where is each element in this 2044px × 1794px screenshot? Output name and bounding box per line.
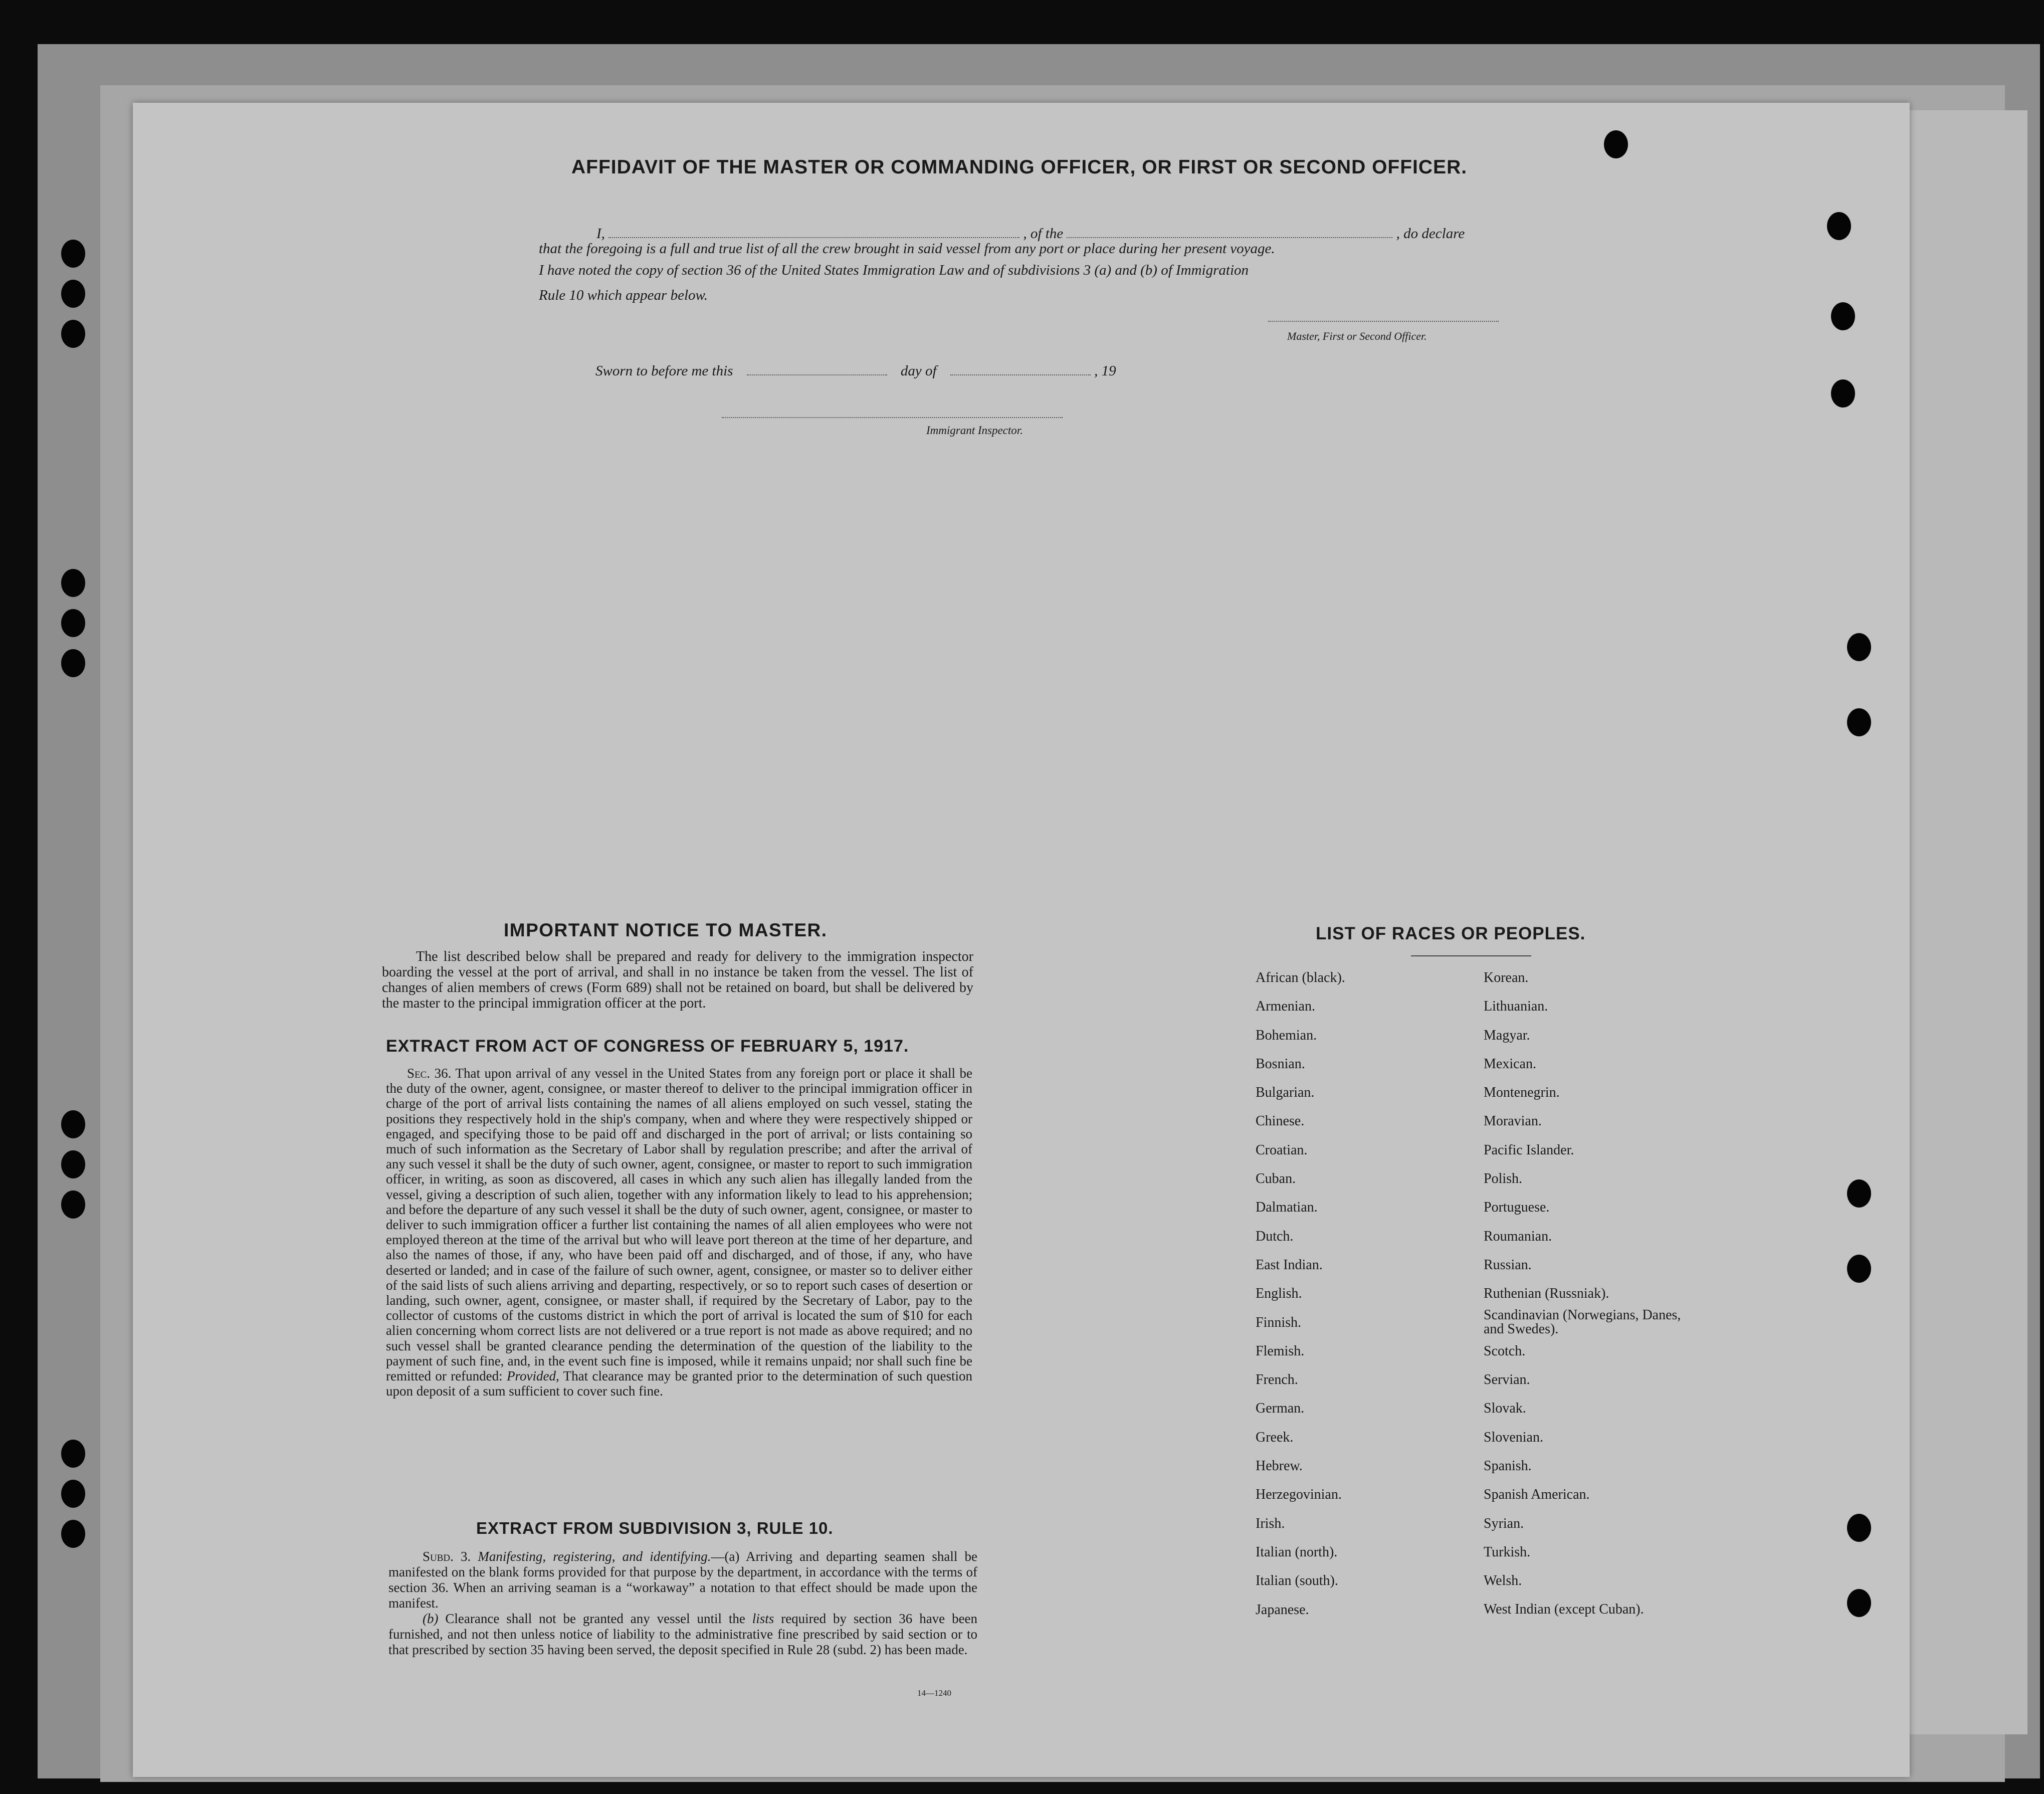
declaration-line-4: Rule 10 which appear below.	[539, 287, 708, 303]
punch-hole	[1847, 1589, 1871, 1617]
punch-hole	[1847, 1179, 1871, 1208]
race-item: Roumanian.	[1484, 1228, 1552, 1244]
punch-hole	[1831, 379, 1855, 408]
vessel-name-blank	[1067, 237, 1392, 238]
declaration-line-3: I have noted the copy of section 36 of the United States Immigration Law and of subdivisions 3 (a) and (b) of Immigration	[539, 262, 1249, 278]
race-item: Spanish American.	[1484, 1487, 1590, 1503]
declarant-prefix: I,	[596, 226, 605, 242]
races-left-column	[1256, 963, 1345, 1624]
of-the-label: , of the	[1023, 226, 1064, 242]
race-item: West Indian (except Cuban).	[1484, 1602, 1644, 1618]
punch-hole	[61, 1520, 85, 1548]
race-item: Lithuanian.	[1484, 999, 1548, 1015]
race-item: Slovenian.	[1484, 1429, 1543, 1445]
inspector-signature-line	[722, 417, 1063, 418]
race-item: Spanish.	[1484, 1458, 1532, 1474]
punch-hole	[61, 649, 85, 677]
race-item: Portuguese.	[1484, 1200, 1550, 1216]
master-signature-line	[1268, 321, 1499, 322]
section-label: Sec. 36.	[407, 1066, 452, 1081]
punch-hole	[61, 1440, 85, 1468]
race-item: Finnish.	[1256, 1314, 1302, 1330]
race-item: Croatian.	[1256, 1142, 1308, 1158]
punch-hole	[61, 1150, 85, 1178]
paragraph-b-start: Clearance shall not be granted any vessel until the	[445, 1611, 745, 1626]
race-item: Herzegovinian.	[1256, 1487, 1342, 1503]
punch-hole	[1831, 302, 1855, 330]
punch-hole	[61, 569, 85, 597]
year-prefix: , 19	[1094, 363, 1116, 379]
back-page-edge	[1890, 110, 2027, 1734]
race-item: Ruthenian (Russniak).	[1484, 1286, 1609, 1302]
paragraph-a-body: —(a) Arriving and departing seamen shall be manifested on the blank forms provided for that purpose by the department, in accordance with the terms of section 36. When an arriving seaman is a “workaway” a notation to that effect should be made upon the manifest.	[388, 1549, 977, 1611]
race-item: Magyar.	[1484, 1027, 1530, 1043]
races-right-column	[1484, 963, 1699, 1624]
race-item: Italian (north).	[1256, 1544, 1338, 1560]
race-item: English.	[1256, 1286, 1302, 1302]
punch-hole	[1604, 130, 1628, 158]
subdivision-3-text	[388, 1549, 977, 1658]
races-title: LIST OF RACES OR PEOPLES.	[1316, 924, 1586, 943]
extract-act-title: EXTRACT FROM ACT OF CONGRESS OF FEBRUARY 5, 1917.	[386, 1037, 909, 1056]
paragraph-b	[388, 1611, 977, 1658]
race-item: Japanese.	[1256, 1602, 1309, 1618]
race-item: Hebrew.	[1256, 1458, 1303, 1474]
month-blank	[950, 374, 1091, 375]
race-item: Irish.	[1256, 1515, 1285, 1531]
race-item: Bosnian.	[1256, 1056, 1305, 1072]
paragraph-b-end: required by section 36 have been furnished, and not then unless notice of liability to the administrative fine prescribed by said section or to that prescribed by section 35 having been served, the deposit specified in Rule 28 (subd. 2) has been made.	[388, 1611, 978, 1657]
race-item: Pacific Islander.	[1484, 1142, 1574, 1158]
section-36-text	[386, 1066, 972, 1399]
race-item: Flemish.	[1256, 1343, 1305, 1359]
race-item: Armenian.	[1256, 999, 1315, 1015]
punch-hole	[61, 280, 85, 308]
race-item: Slovak.	[1484, 1401, 1526, 1417]
races-title-rule	[1411, 955, 1531, 956]
declarant-name-blank	[608, 237, 1019, 238]
sworn-prefix: Sworn to before me this	[595, 363, 733, 379]
punch-hole	[61, 1110, 85, 1138]
race-item: African (black).	[1256, 970, 1345, 985]
inspector-caption: Immigrant Inspector.	[926, 424, 1023, 437]
race-item: French.	[1256, 1372, 1298, 1388]
declaration-line-1	[596, 226, 1465, 242]
race-item: Dutch.	[1256, 1228, 1294, 1244]
race-item: German.	[1256, 1401, 1305, 1417]
race-item: Scandinavian (Norwegians, Danes, and Swedes).	[1484, 1307, 1681, 1337]
race-item: East Indian.	[1256, 1257, 1323, 1273]
punch-hole	[1847, 633, 1871, 661]
subdivision-label: Subd. 3.	[423, 1549, 471, 1564]
race-item: Syrian.	[1484, 1515, 1524, 1531]
punch-hole	[1847, 708, 1871, 736]
race-item: Scotch.	[1484, 1343, 1526, 1359]
race-item: Moravian.	[1484, 1113, 1542, 1129]
race-item: Mexican.	[1484, 1056, 1536, 1072]
paragraph-b-lists: lists	[752, 1611, 774, 1626]
do-declare-label: , do declare	[1396, 226, 1465, 242]
race-item: Italian (south).	[1256, 1573, 1338, 1589]
race-item: Greek.	[1256, 1429, 1294, 1445]
race-item: Bohemian.	[1256, 1027, 1317, 1043]
race-item: Polish.	[1484, 1171, 1523, 1187]
punch-hole	[61, 320, 85, 348]
race-item: Bulgarian.	[1256, 1085, 1315, 1101]
paragraph-a	[388, 1549, 977, 1611]
punch-hole	[61, 609, 85, 637]
punch-hole	[1847, 1255, 1871, 1283]
race-item: Cuban.	[1256, 1171, 1296, 1187]
notice-body: The list described below shall be prepared and ready for delivery to the immigration inspector boarding the vessel at the port of arrival, and shall in no instance be taken from the vessel. The list of changes of alien members of crews (Form 689) shall not be retained on board, but shall be delivered by the master to the principal immigration officer at the port.	[382, 949, 973, 1011]
section-body: That upon arrival of any vessel in the United States from any foreign port or place it shall be the duty of the owner, agent, consignee, or master thereof to deliver to the principal immigration officer in charge of the port of arrival lists containing the names of all aliens employed on such vessel, stating the positions they respectively hold in the ship's company, when and where they were respectively shipped or engaged, and specifying those to be paid off and discharged in the port of arrival; or lists containing so much of such information as the Secretary of Labor shall by regulation prescribe; and after the arrival of any such vessel it shall be the duty of such owner, agent, consignee, or master to report to such immigration officer, in writing, as soon as discovered, all cases in which any such alien has illegally landed from the vessel, giving a description of such alien, together with any information likely to lead to his apprehension; and before the departure of any such vessel it shall be the duty of such owner, agent, consignee, or master to deliver to such immigration officer a further list containing the names of all alien employees who were not employed thereon at the time of the arrival but who will leave port thereon at the time of her departure, and also the names of those, if any, who have been paid off and discharged, and of those, if any, who have deserted or landed; and in case of the failure of such owner, agent, consignee, or master so to deliver either of the said lists of such aliens arriving and departing, respectively, or so to report such cases of desertion or landing, such owner, agent, consignee, or master shall, if required by the Secretary of Labor, pay to the collector of customs of the customs district in which the port of arrival is located the sum of $10 for each alien concerning whom correct lists are not delivered or a true report is not made as above required; and no such vessel shall be granted clearance pending the determination of the question of the liability to the payment of such fine, and, in the event such fine is imposed, while it remains unpaid; nor shall such fine be remitted or refunded:	[386, 1066, 973, 1384]
notice-text	[382, 949, 973, 1011]
race-item: Turkish.	[1484, 1544, 1531, 1560]
punch-hole	[61, 1190, 85, 1219]
notice-title: IMPORTANT NOTICE TO MASTER.	[504, 920, 828, 940]
extract-rule-title: EXTRACT FROM SUBDIVISION 3, RULE 10.	[476, 1519, 834, 1537]
punch-hole	[1847, 1514, 1871, 1542]
punch-hole	[61, 1480, 85, 1508]
day-blank	[747, 374, 887, 375]
race-item: Russian.	[1484, 1257, 1532, 1273]
race-item: Dalmatian.	[1256, 1200, 1318, 1216]
sworn-line	[595, 363, 1116, 379]
form-number: 14—1240	[917, 1688, 951, 1698]
race-item: Korean.	[1484, 970, 1529, 985]
race-item: Welsh.	[1484, 1573, 1522, 1589]
punch-hole	[1827, 212, 1851, 240]
section-body-end: That clearance may be granted prior to the determination of such question upon deposit of a sum sufficient to cover such fine.	[386, 1368, 973, 1399]
punch-hole	[61, 240, 85, 268]
master-signature-caption: Master, First or Second Officer.	[1287, 330, 1427, 342]
provided-word: Provided,	[507, 1368, 559, 1384]
declaration-line-2: that the foregoing is a full and true list of all the crew brought in said vessel from any port or place during her present voyage.	[539, 241, 1275, 257]
race-item: Montenegrin.	[1484, 1085, 1560, 1101]
day-of-label: day of	[900, 363, 937, 379]
paragraph-b-label: (b)	[423, 1611, 439, 1626]
affidavit-title: AFFIDAVIT OF THE MASTER OR COMMANDING OFFICER, OR FIRST OR SECOND OFFICER.	[571, 156, 1468, 178]
race-item: Servian.	[1484, 1372, 1530, 1388]
subdivision-heading: Manifesting, registering, and identifying.	[478, 1549, 711, 1564]
race-item: Chinese.	[1256, 1113, 1305, 1129]
